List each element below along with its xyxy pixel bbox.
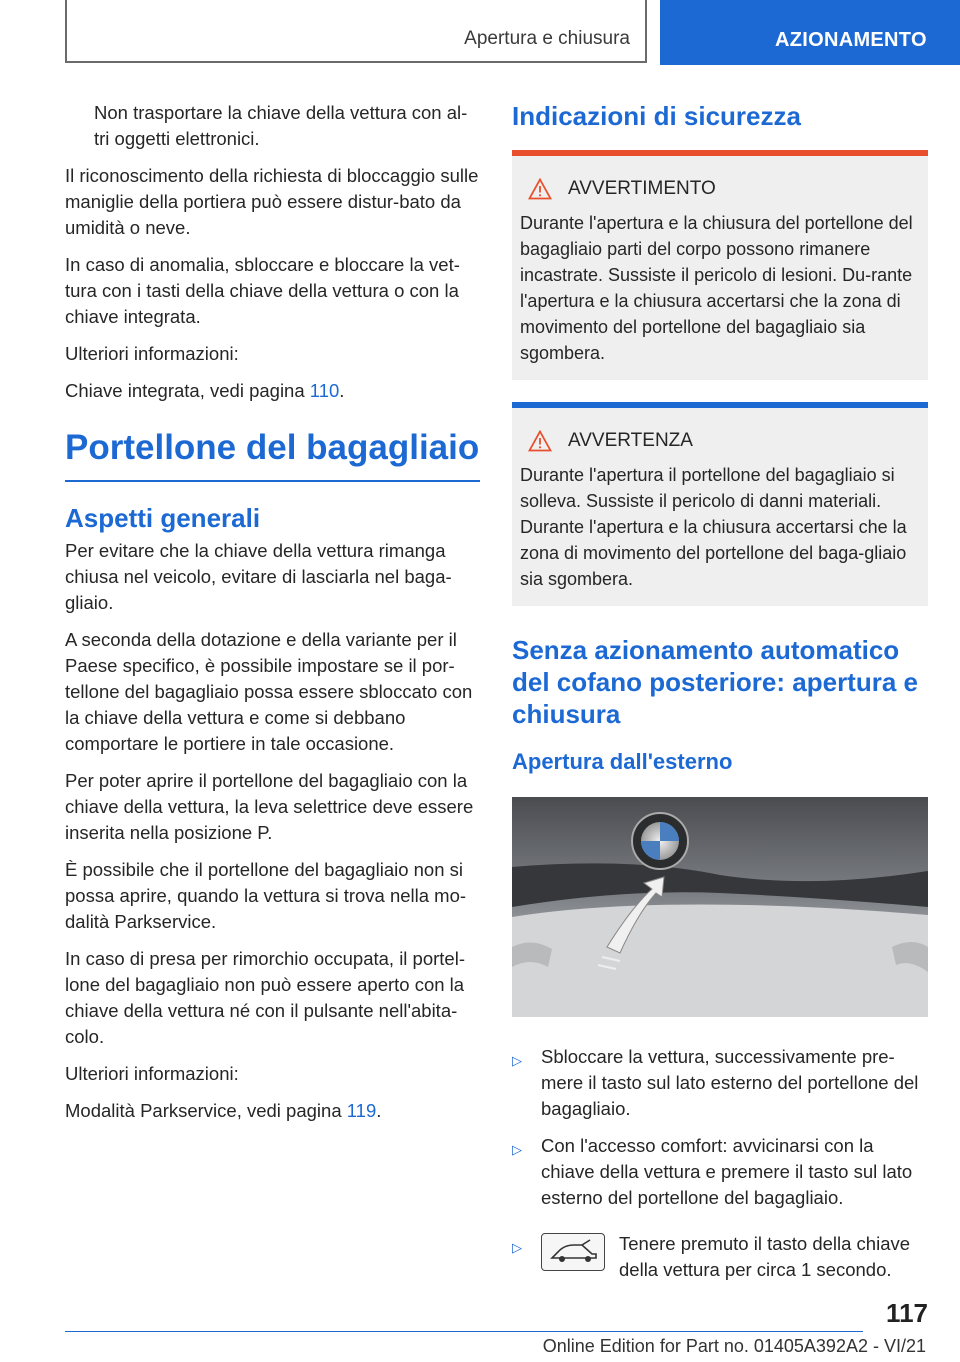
intro-indent: Non trasportare la chiave della vettura con al-tri oggetti elettronici. <box>94 102 468 149</box>
footer-text: Online Edition for Part no. 01405A392A2 - VI/21 <box>542 1336 926 1356</box>
triangle-bullet-icon: ▷ <box>512 1142 522 1157</box>
paragraph: In caso di anomalia, sbloccare e bloccare la vet-tura con i tasti della chiave della vettura o con la chiave integrata. <box>65 254 460 327</box>
list-item <box>512 1044 928 1122</box>
caution-title <box>520 408 922 462</box>
triangle-bullet-icon: ▷ <box>512 1240 522 1255</box>
paragraph: Per poter aprire il portellone del bagagliaio con la chiave della vettura, la leva selettrice deve essere inserita nella posizione P. <box>65 770 474 843</box>
header-section-title: Apertura e chiusura <box>464 28 630 49</box>
list-item <box>512 1133 928 1211</box>
paragraph-ref <box>65 378 480 404</box>
warning-triangle-icon <box>528 178 552 200</box>
page-number: 117 <box>886 1298 928 1328</box>
page-link-119[interactable]: 119 <box>346 1100 377 1121</box>
ref-end: . <box>339 380 345 401</box>
list-item-text: Sbloccare la vettura, successivamente pre-mere il tasto sul lato esterno del portellone del bagagliaio. <box>541 1046 919 1119</box>
caution-box <box>512 402 928 606</box>
triangle-bullet-icon: ▷ <box>512 1053 522 1068</box>
caution-label: AVVERTENZA <box>568 430 693 451</box>
safety-heading: Indicazioni di sicurezza <box>512 101 801 131</box>
list-item-text: Con l'accesso comfort: avvicinarsi con la chiave della vettura e premere il tasto sul lato esterno del portellone del bagagliaio. <box>541 1135 913 1208</box>
caution-body: Durante l'apertura il portellone del bagagliaio si solleva. Sussiste il pericolo di danni materiali. Durante l'apertura e la chiusura accertarsi che la zona di movimento del portellone del baga-gliaio sia sgombera. <box>520 465 907 589</box>
paragraph: Il riconoscimento della richiesta di bloccaggio sulle maniglie della portiera può essere distur-bato da umidità o neve. <box>65 165 479 238</box>
subsection-heading: Aspetti generali <box>65 503 261 533</box>
trunk-button-photo <box>512 797 928 1017</box>
warning-body: Durante l'apertura e la chiusura del portellone del bagagliaio parti del corpo possono rimanere incastrate. Sussiste il pericolo di lesioni. Du-rante l'apertura e la chiusura accertarsi che la zona di movimento del portellone del bagagliaio sia sgombera. <box>520 213 913 363</box>
paragraph: In caso di presa per rimorchio occupata, il portel-lone del bagagliaio non può essere aperto con la chiave della vettura né con il pulsante nell'abita-colo. <box>65 948 465 1047</box>
paragraph: Ulteriori informazioni: <box>65 1063 239 1084</box>
ref-text: Modalità Parkservice, vedi pagina <box>65 1100 347 1121</box>
ref-end: . <box>376 1100 382 1121</box>
warning-label: AVVERTIMENTO <box>568 178 716 199</box>
header-chapter-tab: AZIONAMENTO <box>660 0 960 65</box>
warning-title <box>520 156 922 210</box>
subsection-heading: Senza azionamento automatico del cofano posteriore: apertura e chiusura <box>512 635 918 729</box>
list-item-text: Tenere premuto il tasto della chiave della vettura per circa 1 secondo. <box>619 1233 911 1280</box>
list-item <box>512 1231 928 1283</box>
page-link-110[interactable]: 110 <box>309 380 340 401</box>
ref-text: Chiave integrata, vedi pagina <box>65 380 310 401</box>
footer-divider <box>65 1331 863 1332</box>
paragraph: È possibile che il portellone del bagagliaio non si possa aprire, quando la vettura si trova nella mo-dalità Parkservice. <box>65 859 467 932</box>
car-trunk-key-icon <box>541 1233 605 1271</box>
warning-box <box>512 150 928 380</box>
caution-triangle-icon <box>528 430 552 452</box>
left-column <box>65 100 480 1135</box>
paragraph-ref <box>65 1098 480 1124</box>
topic-heading: Apertura dall'esterno <box>512 749 733 774</box>
paragraph: A seconda della dotazione e della variante per il Paese specifico, è possibile impostare se il por-tellone del bagagliaio possa essere sbloccato con la chiave della vettura e come si debbano comportare le portiere in tale occasione. <box>65 629 473 754</box>
paragraph: Per evitare che la chiave della vettura rimanga chiusa nel veicolo, evitare di lasciarla nel baga-gliaio. <box>65 540 452 613</box>
paragraph: Ulteriori informazioni: <box>65 343 239 364</box>
right-column <box>512 100 928 1294</box>
section-heading: Portellone del bagagliaio <box>65 426 480 482</box>
list-item-with-icon <box>541 1231 928 1283</box>
instruction-list <box>512 1044 928 1283</box>
